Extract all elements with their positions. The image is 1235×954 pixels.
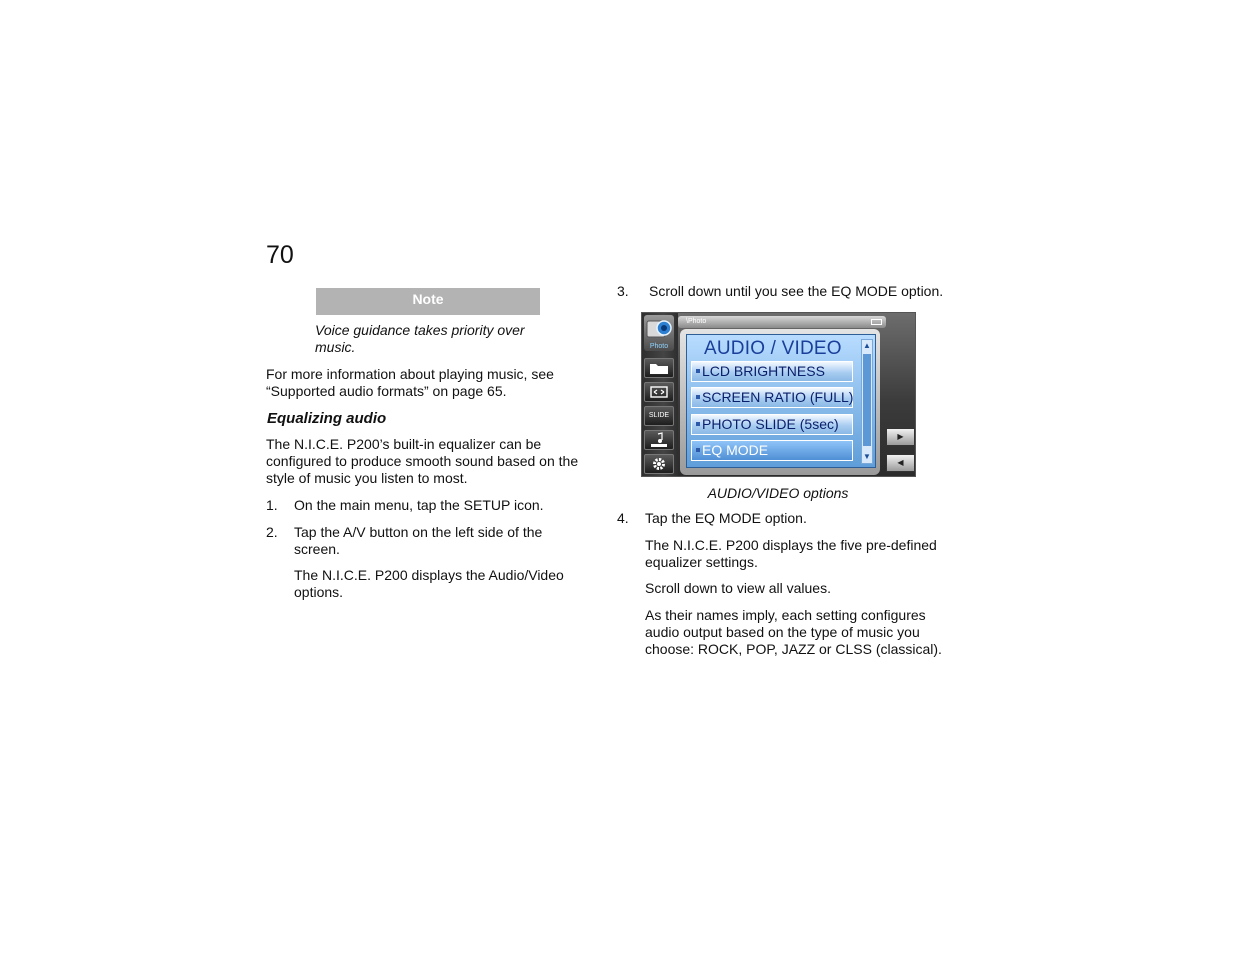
bullet-icon xyxy=(696,369,700,373)
step-text xyxy=(294,524,584,558)
text-line: The N.I.C.E. P200 displays the five pre-defined xyxy=(645,537,937,553)
scroll-thumb xyxy=(863,354,871,446)
step-number: 1. xyxy=(266,497,278,513)
photo-mode-button xyxy=(644,315,674,351)
intro-paragraph xyxy=(266,436,586,487)
music-button xyxy=(644,430,674,450)
step-result xyxy=(294,567,584,601)
text-line: Tap the A/V button on the left side of the xyxy=(294,524,543,540)
step-result xyxy=(645,580,955,597)
step-number: 4. xyxy=(617,510,629,526)
menu-item-label: EQ MODE xyxy=(702,442,769,458)
section-heading: Equalizing audio xyxy=(267,410,387,427)
text-line: screen. xyxy=(294,541,340,557)
note-line: Voice guidance takes priority over xyxy=(315,322,525,338)
menu-item-label: SCREEN RATIO (FULL) xyxy=(702,389,854,405)
previous-button xyxy=(886,454,915,472)
bullet-icon xyxy=(696,448,700,452)
slide-button: SLIDE xyxy=(644,406,674,426)
text-line: As their names imply, each setting configures xyxy=(645,607,926,623)
menu-item-lcd-brightness xyxy=(691,361,853,382)
step-text: Scroll down until you see the EQ MODE option. xyxy=(649,283,944,299)
text-line: The N.I.C.E. P200’s built-in equalizer can be xyxy=(266,436,542,452)
text-line: choose: ROCK, POP, JAZZ or CLSS (classical). xyxy=(645,641,942,657)
music-note-icon xyxy=(648,432,670,448)
battery-icon xyxy=(871,319,882,325)
step-text: Tap the EQ MODE option. xyxy=(645,510,807,526)
text-line: style of music you listen to most. xyxy=(266,470,468,486)
note-label: Note xyxy=(316,288,540,315)
play-right-icon: ▶ xyxy=(897,432,904,441)
play-left-icon: ◀ xyxy=(897,458,904,467)
next-button xyxy=(886,428,915,446)
step-text xyxy=(294,497,584,514)
photo-label: Photo xyxy=(649,343,669,350)
note-text xyxy=(315,322,545,356)
step-number: 3. xyxy=(617,283,629,299)
menu-item-photo-slide xyxy=(691,414,853,435)
menu-item-screen-ratio xyxy=(691,387,853,408)
scroll-down-icon: ▼ xyxy=(863,452,871,461)
scroll-up-icon: ▲ xyxy=(863,341,871,350)
screen-ratio-button xyxy=(644,382,674,402)
gear-icon xyxy=(651,456,667,472)
text-line: audio output based on the type of music you xyxy=(645,624,920,640)
menu-scrollbar xyxy=(861,339,873,464)
bullet-icon xyxy=(696,395,700,399)
step-result xyxy=(645,537,955,571)
figure-caption: AUDIO/VIDEO options xyxy=(707,485,849,501)
text-line: configured to produce smooth sound based on the xyxy=(266,453,579,469)
menu-item-label: LCD BRIGHTNESS xyxy=(702,363,825,379)
menu-item-label: PHOTO SLIDE (5sec) xyxy=(702,416,839,432)
folder-button xyxy=(644,358,674,378)
note-line: music. xyxy=(315,339,356,355)
breadcrumb: \Photo xyxy=(686,318,707,325)
text-line: options. xyxy=(294,584,344,600)
text-line: For more information about playing music, see xyxy=(266,366,554,382)
screen-title: AUDIO / VIDEO xyxy=(704,338,842,359)
menu-item-eq-mode xyxy=(691,440,853,461)
page-number: 70 xyxy=(266,241,294,269)
step-result xyxy=(645,607,955,658)
text-line: “Supported audio formats” on page 65. xyxy=(266,383,507,399)
bullet-icon xyxy=(696,422,700,426)
text-line: Scroll down to view all values. xyxy=(645,580,831,596)
screen-ratio-icon xyxy=(650,386,668,398)
text-line: On the main menu, tap the SETUP icon. xyxy=(294,497,544,513)
device-topbar xyxy=(678,316,886,328)
device-sidebar xyxy=(642,313,678,477)
more-info-paragraph xyxy=(266,366,586,400)
step-number: 2. xyxy=(266,524,278,540)
text-line: equalizer settings. xyxy=(645,554,758,570)
device-screenshot xyxy=(641,312,916,477)
camera-icon xyxy=(644,315,674,343)
setup-button xyxy=(644,454,674,474)
text-line: The N.I.C.E. P200 displays the Audio/Video xyxy=(294,567,564,583)
folder-icon xyxy=(648,361,670,375)
